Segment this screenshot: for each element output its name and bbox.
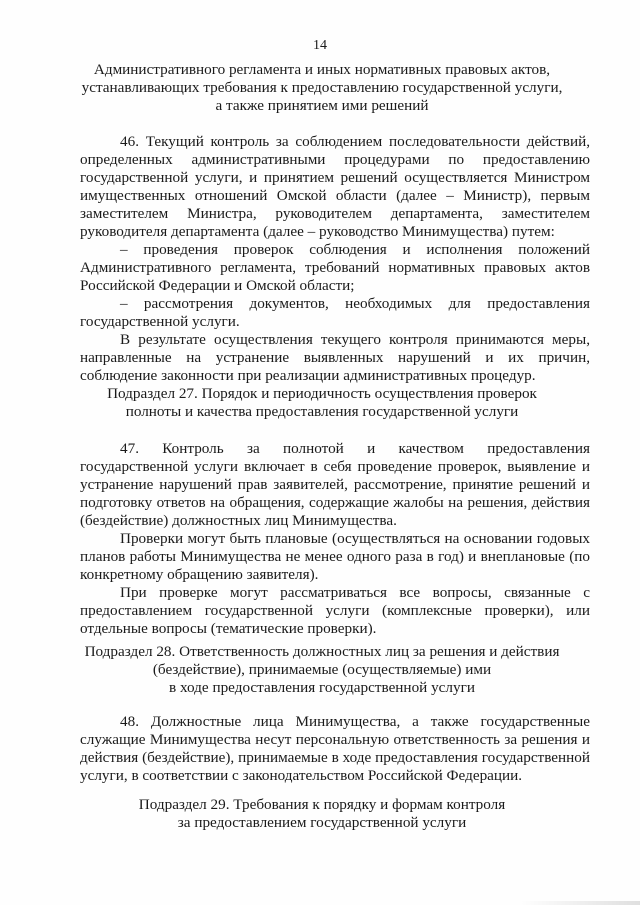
text-line: государственной услуги. [80, 313, 240, 330]
text-line: государственной услуги, и принятием решений осуществляется Министром [80, 169, 590, 186]
text-line: государственной услуги включает в себя проведение проверок, выявление и [80, 458, 590, 475]
text-line: руководителя департамента (далее – руководство Минимущества) путем: [80, 223, 555, 240]
paragraph-48 [80, 713, 590, 785]
heading-top [42, 61, 602, 115]
text-line: предоставлением государственной услуги (комплексные проверки), или [80, 602, 590, 619]
text-line: имущественных отношений Омской области (далее – Министр), первым [80, 187, 590, 204]
text-line: заместителем Министра, руководителем департамента, заместителем [80, 205, 590, 222]
subsection-29-heading [42, 796, 602, 832]
heading-line: Подраздел 28. Ответственность должностных лиц за решения и действия [84, 643, 560, 660]
heading-line: в ходе предоставления государственной услуги [169, 679, 475, 696]
text-line: служащие Минимущества несут персональную ответственность за решения и [80, 731, 590, 748]
text-line: конкретному обращению заявителя). [80, 566, 319, 583]
subsection-28-heading [42, 643, 602, 697]
text-line: 46. Текущий контроль за соблюдением последовательности действий, [120, 133, 590, 150]
text-line: действия (бездействие), принимаемые в ходе предоставления государственной [80, 749, 590, 766]
subsection-27-heading [42, 385, 602, 421]
heading-line: за предоставлением государственной услуги [177, 814, 467, 831]
text-line: 48. Должностные лица Минимущества, а также государственные [120, 713, 590, 730]
paragraph-47 [80, 440, 590, 638]
text-line: определенных административными процедурами по предоставлению [80, 151, 590, 168]
scan-edge-mark [520, 901, 640, 905]
text-line: услуги, в соответствии с законодательством Российской Федерации. [80, 767, 523, 784]
heading-line: а также принятием ими решений [215, 97, 429, 114]
list-item-dash: – проведения проверок соблюдения и исполнения положений [120, 241, 590, 258]
text-line: соблюдение законности при реализации административных процедур. [80, 367, 536, 384]
list-item-dash: – рассмотрения документов, необходимых для предоставления [120, 295, 590, 312]
text-line: направленные на устранение выявленных нарушений и их причин, [80, 349, 590, 366]
text-line: 47. Контроль за полнотой и качеством предоставления [120, 440, 590, 457]
heading-line: устанавливающих требования к предоставлению государственной услуги, [81, 79, 563, 96]
heading-line: (бездействие), принимаемые (осуществляемые) ими [152, 661, 492, 678]
text-line: планов работы Минимущества не менее одного раза в год) и внеплановые (по [80, 548, 590, 565]
text-line: подготовку ответов на обращения, содержащие жалобы на решения, действия [80, 494, 590, 511]
text-line: устранение нарушений прав заявителей, рассмотрение, принятие решений и [80, 476, 590, 493]
page-number: 14 [313, 38, 327, 53]
text-line: отдельные вопросы (тематические проверки). [80, 620, 377, 637]
heading-line: Подраздел 29. Требования к порядку и формам контроля [138, 796, 506, 813]
heading-line: Административного регламента и иных нормативных правовых актов, [93, 61, 551, 78]
text-line: Административного регламента, требований нормативных правовых актов [80, 259, 590, 276]
text-line: (бездействие) должностных лиц Минимущества. [80, 512, 397, 529]
text-line: Проверки могут быть плановые (осуществляться на основании годовых [120, 530, 590, 547]
text-line: При проверке могут рассматриваться все вопросы, связанные с [120, 584, 590, 601]
text-line: Российской Федерации и Омской области; [80, 277, 355, 294]
paragraph-46 [80, 133, 590, 385]
heading-line: полноты и качества предоставления государственной услуги [125, 403, 519, 420]
heading-line: Подраздел 27. Порядок и периодичность осуществления проверок [107, 385, 537, 402]
text-line: В результате осуществления текущего контроля принимаются меры, [120, 331, 590, 348]
